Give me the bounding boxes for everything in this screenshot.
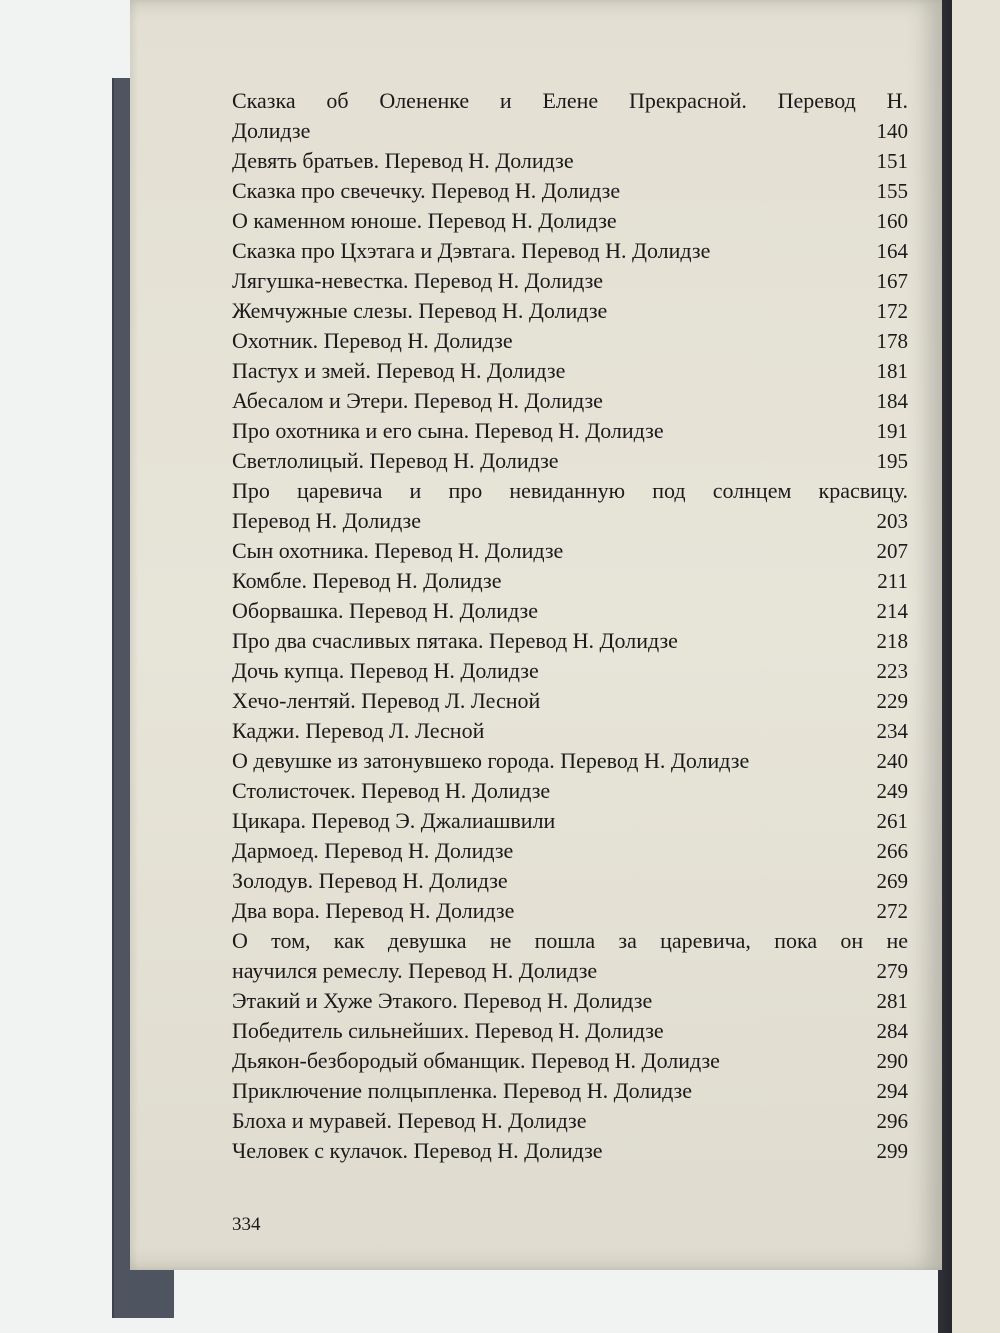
toc-entry-page: 296 — [876, 1109, 908, 1133]
toc-entry-page: 160 — [876, 209, 908, 233]
toc-entry — [232, 596, 908, 626]
toc-entry-title: О том, как девушка не пошла за царевича, пока он не — [232, 928, 908, 953]
toc-entry — [232, 986, 908, 1016]
toc-entry — [232, 416, 908, 446]
toc-entry — [232, 176, 908, 206]
toc-entry-page: 294 — [876, 1079, 908, 1103]
toc-entry-title: Сын охотника. Перевод Н. Долидзе — [232, 538, 564, 563]
toc-entry-title: Человек с кулачок. Перевод Н. Долидзе — [232, 1138, 603, 1163]
toc-entry — [232, 476, 908, 536]
toc-entry-title: Охотник. Перевод Н. Долидзе — [232, 328, 513, 353]
toc-entry-page: 203 — [876, 509, 908, 533]
toc-entry-page: 269 — [876, 869, 908, 893]
toc-entry-page: 290 — [876, 1049, 908, 1073]
toc-entry — [232, 446, 908, 476]
toc-entry-page: 229 — [876, 689, 908, 713]
toc-entry-title: О девушке из затонувшеко города. Перевод Н. Долидзе — [232, 748, 750, 773]
toc-entry-title: Сказка об Олененке и Елене Прекрасной. Перевод Н. — [232, 88, 908, 113]
toc-entry-page: 279 — [876, 959, 908, 983]
toc-entry — [232, 746, 908, 776]
toc-entry — [232, 206, 908, 236]
toc-entry — [232, 146, 908, 176]
toc-entry-page: 151 — [876, 149, 908, 173]
toc-entry-title: Дармоед. Перевод Н. Долидзе — [232, 838, 514, 863]
toc-entry-page: 218 — [876, 629, 908, 653]
toc-entry-title-continuation: Долидзе — [232, 118, 311, 143]
toc-entry-title: Два вора. Перевод Н. Долидзе — [232, 898, 515, 923]
toc-entry-title: Оборвашка. Перевод Н. Долидзе — [232, 598, 538, 623]
toc-entry-title: Этакий и Хуже Этакого. Перевод Н. Долидзе — [232, 988, 653, 1013]
toc-entry-title-continuation: научился ремеслу. Перевод Н. Долидзе — [232, 958, 598, 983]
toc-entry — [232, 1076, 908, 1106]
toc-entry — [232, 896, 908, 926]
toc-entry — [232, 836, 908, 866]
toc-entry — [232, 626, 908, 656]
toc-entry-page: 155 — [876, 179, 908, 203]
toc-entry — [232, 656, 908, 686]
toc-entry — [232, 386, 908, 416]
toc-entry — [232, 566, 908, 596]
toc-entry-title: Абесалом и Этери. Перевод Н. Долидзе — [232, 388, 603, 413]
toc-entry-page: 191 — [876, 419, 908, 443]
toc-entry-page: 234 — [876, 719, 908, 743]
toc-entry-page: 261 — [876, 809, 908, 833]
toc-entry-title: Комбле. Перевод Н. Долидзе — [232, 568, 502, 593]
toc-entry-page: 223 — [876, 659, 908, 683]
toc-entry — [232, 1106, 908, 1136]
toc-entry-title: Сказка про Цхэтага и Дэвтага. Перевод Н. Долидзе — [232, 238, 711, 263]
toc-entry — [232, 356, 908, 386]
toc-entry-page: 140 — [876, 119, 908, 143]
toc-entry — [232, 266, 908, 296]
toc-entry — [232, 716, 908, 746]
toc-entry-title: Золодув. Перевод Н. Долидзе — [232, 868, 508, 893]
toc-entry-title: Про охотника и его сына. Перевод Н. Долидзе — [232, 418, 664, 443]
toc-entry — [232, 236, 908, 266]
toc-entry-page: 211 — [877, 569, 908, 593]
toc-entry-title: Дочь купца. Перевод Н. Долидзе — [232, 658, 539, 683]
toc-entry-page: 266 — [876, 839, 908, 863]
toc-entry-page: 249 — [876, 779, 908, 803]
toc-entry — [232, 806, 908, 836]
toc-entry-page: 195 — [876, 449, 908, 473]
toc-entry-title: Про царевича и про невиданную под солнцем красвицу. — [232, 478, 908, 503]
toc-entry-title-continuation: Перевод Н. Долидзе — [232, 508, 421, 533]
facing-page-edge — [952, 0, 1000, 1333]
page-number: 334 — [232, 1214, 261, 1235]
toc-entry-page: 164 — [876, 239, 908, 263]
toc-entry-page: 281 — [876, 989, 908, 1013]
toc-entry-page: 172 — [876, 299, 908, 323]
toc-entry-page: 240 — [876, 749, 908, 773]
toc-entry-title: Лягушка-невестка. Перевод Н. Долидзе — [232, 268, 604, 293]
toc-entry — [232, 326, 908, 356]
toc-entry-title: Дьякон-безбородый обманщик. Перевод Н. Долидзе — [232, 1048, 720, 1073]
toc-entry-title: Светлолицый. Перевод Н. Долидзе — [232, 448, 559, 473]
toc-entry-page: 178 — [876, 329, 908, 353]
toc-entry — [232, 1136, 908, 1166]
toc-entry — [232, 686, 908, 716]
toc-entry-title: Победитель сильнейших. Перевод Н. Долидзе — [232, 1018, 664, 1043]
toc-entry-title: Столисточек. Перевод Н. Долидзе — [232, 778, 551, 803]
toc-entry — [232, 1046, 908, 1076]
toc-entry — [232, 86, 908, 146]
toc-entry — [232, 776, 908, 806]
toc-entry — [232, 866, 908, 896]
toc-entry-title: Девять братьев. Перевод Н. Долидзе — [232, 148, 574, 173]
toc-entry-title: Хечо-лентяй. Перевод Л. Лесной — [232, 688, 541, 713]
table-of-contents — [232, 86, 908, 1166]
toc-entry-page: 299 — [876, 1139, 908, 1163]
toc-entry-title: Блоха и муравей. Перевод Н. Долидзе — [232, 1108, 587, 1133]
toc-entry-title: Цикара. Перевод Э. Джалиашвили — [232, 808, 556, 833]
toc-entry-title: Приключение полцыпленка. Перевод Н. Долидзе — [232, 1078, 692, 1103]
toc-entry — [232, 926, 908, 986]
toc-entry-title: Каджи. Перевод Л. Лесной — [232, 718, 485, 743]
toc-entry — [232, 296, 908, 326]
toc-entry-title: Жемчужные слезы. Перевод Н. Долидзе — [232, 298, 608, 323]
toc-entry-title: О каменном юноше. Перевод Н. Долидзе — [232, 208, 617, 233]
toc-entry-page: 184 — [876, 389, 908, 413]
toc-entry — [232, 536, 908, 566]
toc-entry-page: 167 — [876, 269, 908, 293]
toc-entry-title: Сказка про свечечку. Перевод Н. Долидзе — [232, 178, 621, 203]
toc-entry-page: 214 — [876, 599, 908, 623]
toc-entry-page: 181 — [876, 359, 908, 383]
toc-entry-page: 284 — [876, 1019, 908, 1043]
toc-entry-title: Про два счасливых пятака. Перевод Н. Долидзе — [232, 628, 678, 653]
toc-entry — [232, 1016, 908, 1046]
toc-entry-title: Пастух и змей. Перевод Н. Долидзе — [232, 358, 566, 383]
toc-entry-page: 272 — [876, 899, 908, 923]
toc-entry-page: 207 — [876, 539, 908, 563]
